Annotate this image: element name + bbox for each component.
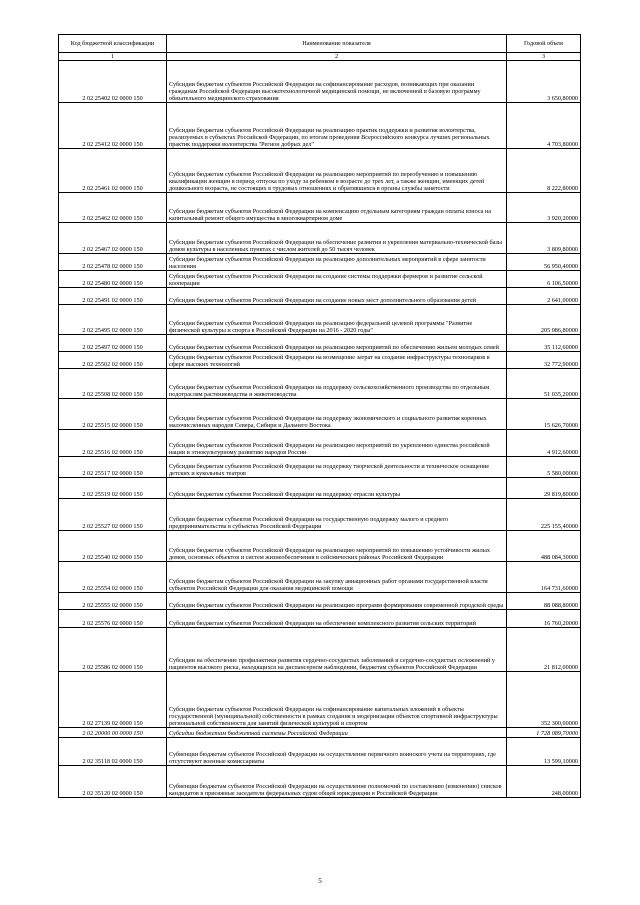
table-row (59, 369, 581, 399)
row-code: 2 02 25461 02 0000 150 (59, 149, 167, 193)
header-amount: Годовой объем (507, 35, 581, 53)
row-amount: 3 809,80000 (507, 223, 581, 254)
row-code: 2 02 25576 02 0000 150 (59, 610, 167, 628)
table-row (59, 103, 581, 149)
row-amount: 164 731,60000 (507, 562, 581, 593)
row-name: Субсидии бюджетам субъектов Российской Федерации на реализацию мероприятий по переобучению и повышению квалификации женщин в период отпуска по уходу за ребенком в возрасте до трех лет, а также женщин, имеющих детей дошкольного возраста, не состоящих в трудовых отношениях и обратившихся в органы службы занятости (167, 149, 507, 193)
row-name: Субсидии бюджетам субъектов Российской Федерации на реализацию мероприятий по повышению устойчивости жилых домов, основных объектов и систем жизнеобеспечения в сейсмических районах Российской Федерации (167, 531, 507, 562)
table-row (59, 738, 581, 766)
table-row (59, 766, 581, 798)
column-number-1: 1 (59, 53, 167, 61)
row-amount: 3 920,20000 (507, 193, 581, 223)
row-code: 2 02 25554 02 0000 150 (59, 562, 167, 593)
budget-table-body (59, 35, 581, 798)
table-row (59, 223, 581, 254)
row-amount: 225 155,40000 (507, 499, 581, 531)
row-name: Субсидии бюджетам субъектов Российской Федерации на поддержку экономического и социального развития коренных малочисленных народов Севера, Сибири и Дальнего Востока (167, 399, 507, 430)
row-name: Субсидии бюджетам субъектов Российской Федерации на поддержку сельскохозяйственного производства по отдельным подотраслям растениеводства и животноводства (167, 369, 507, 399)
row-amount: 16 760,20000 (507, 610, 581, 628)
row-amount: 29 819,80000 (507, 478, 581, 499)
table-row (59, 531, 581, 562)
row-name: Субсидии бюджетам субъектов Российской Федерации на создание системы поддержки фермеров и развитие сельской кооперации (167, 271, 507, 288)
table-row (59, 457, 581, 478)
row-amount: 88 088,80000 (507, 593, 581, 610)
row-code: 2 02 25508 02 0000 150 (59, 369, 167, 399)
row-code: 2 02 25412 02 0000 150 (59, 103, 167, 149)
row-code: 2 02 25497 02 0000 150 (59, 335, 167, 352)
page-number: 5 (318, 877, 322, 885)
row-name: Субсидии на обеспечение профилактики развития сердечно-сосудистых заболеваний и сердечно-сосудистых осложнений у пациентов высокого риска, находящихся на диспансерном наблюдении, бюджетам субъектов Российской Федерации (167, 628, 507, 672)
row-code: 2 02 25502 02 0000 150 (59, 352, 167, 369)
table-row (59, 335, 581, 352)
header-code: Код бюджетной классификации (59, 35, 167, 53)
row-amount: 51 035,20000 (507, 369, 581, 399)
row-name: Субсидии бюджетам субъектов Российской Федерации на поддержку творческой деятельности и техническое оснащение детских и кукольных театров (167, 457, 507, 478)
row-name: Субсидии бюджетам субъектов Российской Федерации на реализацию дополнительных мероприятий в сфере занятости населения (167, 254, 507, 271)
row-name: Субсидии бюджетам субъектов Российской Федерации на создание новых мест дополнительного образования детей (167, 288, 507, 305)
row-code: 2 02 25586 02 0000 150 (59, 628, 167, 672)
column-number-2: 2 (167, 53, 507, 61)
table-row (59, 352, 581, 369)
row-amount: 15 626,70000 (507, 399, 581, 430)
row-amount: 5 580,00000 (507, 457, 581, 478)
row-amount: 3 650,80000 (507, 61, 581, 103)
row-name: Субсидии бюджетам субъектов Российской Федерации на софинансирование капитальных вложений в объекты государственной (муниципальной) собственности в рамках создания и модернизации объектов спортивной инфраструктуры региональной собственности для занятий физической культурой и спортом (167, 672, 507, 728)
table-row (59, 478, 581, 499)
table-row (59, 61, 581, 103)
row-amount: 4 912,60000 (507, 430, 581, 457)
table-row (59, 288, 581, 305)
row-name: Субсидии бюджетам субъектов Российской Федерации на государственную поддержку малого и среднего предпринимательства в субъектах Российской Федерации (167, 499, 507, 531)
row-name: Субсидии бюджетам субъектов Российской Федерации на реализацию федеральной целевой программы "Развитие физической культуры и спорта в Российской Федерации на 2016 - 2020 годы" (167, 305, 507, 335)
row-amount: 1 728 089,70000 (507, 728, 581, 738)
row-amount: 352 300,00000 (507, 672, 581, 728)
row-code: 2 02 25467 02 0000 150 (59, 223, 167, 254)
table-header-row (59, 35, 581, 53)
row-code: 2 02 25517 02 0000 150 (59, 457, 167, 478)
row-amount: 248,00000 (507, 766, 581, 798)
row-name: Субсидии бюджетам субъектов Российской Федерации на реализацию практик поддержки и развития волонтерства, реализуемых в субъектах Российской Федерации, по итогам проведения Всероссийского конкурса лучших региональных практик поддержки волонтерства "Регион добрых дел" (167, 103, 507, 149)
table-row (59, 728, 581, 738)
table-row (59, 672, 581, 728)
table-row (59, 499, 581, 531)
row-code: 2 02 25480 02 0000 150 (59, 271, 167, 288)
row-code: 2 02 20000 00 0000 150 (59, 728, 167, 738)
column-number-row (59, 53, 581, 61)
row-amount: 8 222,80000 (507, 149, 581, 193)
row-amount: 35 112,60000 (507, 335, 581, 352)
table-row (59, 271, 581, 288)
table-row (59, 628, 581, 672)
row-amount: 13 599,10000 (507, 738, 581, 766)
row-amount: 56 950,40000 (507, 254, 581, 271)
row-amount: 2 641,00000 (507, 288, 581, 305)
row-name: Субвенции бюджетам субъектов Российской Федерации на осуществление первичного воинского учета на территориях, где отсутствуют военные комиссариаты (167, 738, 507, 766)
table-row (59, 610, 581, 628)
row-amount: 32 772,90000 (507, 352, 581, 369)
table-row (59, 593, 581, 610)
table-row (59, 193, 581, 223)
row-code: 2 02 25519 02 0000 150 (59, 478, 167, 499)
table-row (59, 562, 581, 593)
row-name: Субсидии бюджетам бюджетной системы Российской Федерации (167, 728, 507, 738)
row-code: 2 02 35120 02 0000 150 (59, 766, 167, 798)
row-name: Субсидии бюджетам субъектов Российской Федерации на реализацию мероприятий по обеспечению жильем молодых семей (167, 335, 507, 352)
row-amount: 4 703,80000 (507, 103, 581, 149)
row-code: 2 02 25555 02 0000 150 (59, 593, 167, 610)
row-name: Субсидии бюджетам субъектов Российской Федерации на закупку авиационных работ органами государственной власти субъектов Российской Федерации для оказания медицинской помощи (167, 562, 507, 593)
table-row (59, 430, 581, 457)
row-code: 2 02 25462 02 0000 150 (59, 193, 167, 223)
budget-table (58, 34, 581, 798)
row-code: 2 02 25515 02 0000 150 (59, 399, 167, 430)
row-code: 2 02 25540 02 0000 150 (59, 531, 167, 562)
header-name: Наименование показателя (167, 35, 507, 53)
table-row (59, 254, 581, 271)
row-name: Субсидии бюджетам субъектов Российской Федерации на компенсацию отдельным категориям граждан оплаты взноса на капитальный ремонт общего имущества в многоквартирном доме (167, 193, 507, 223)
row-code: 2 02 35118 02 0000 150 (59, 738, 167, 766)
row-code: 2 02 27139 02 0000 150 (59, 672, 167, 728)
row-name: Субсидии бюджетам субъектов Российской Федерации на реализацию программ формирования современной городской среды (167, 593, 507, 610)
row-name: Субсидии бюджетам субъектов Российской Федерации на софинансирование расходов, возникающих при оказании гражданам Российской Федерации высокотехнологичной медицинской помощи, не включенной в базовую программу обязательного медицинского страхования (167, 61, 507, 103)
row-name: Субсидии бюджетам субъектов Российской Федерации на поддержку отрасли культуры (167, 478, 507, 499)
row-name: Субсидии бюджетам субъектов Российской Федерации на возмещение затрат на создание инфраструктуры технопарков в сфере высоких технологий (167, 352, 507, 369)
row-code: 2 02 25516 02 0000 150 (59, 430, 167, 457)
row-name: Субсидии бюджетам субъектов Российской Федерации на обеспечение комплексного развития сельских территорий (167, 610, 507, 628)
column-number-3: 3 (507, 53, 581, 61)
row-code: 2 02 25491 02 0000 150 (59, 288, 167, 305)
row-amount: 205 086,80000 (507, 305, 581, 335)
row-amount: 488 084,30000 (507, 531, 581, 562)
row-code: 2 02 25495 02 0000 150 (59, 305, 167, 335)
row-name: Субвенции бюджетам субъектов Российской Федерации на осуществление полномочий по составлению (изменению) списков кандидатов в присяжные заседатели федеральных судов общей юрисдикции в Российской Федерации (167, 766, 507, 798)
table-row (59, 305, 581, 335)
row-name: Субсидии бюджетам субъектов Российской Федерации на обеспечение развития и укрепления материально-технической базы домов культуры в населенных пунктах с числом жителей до 50 тысяч человек (167, 223, 507, 254)
row-code: 2 02 25478 02 0000 150 (59, 254, 167, 271)
row-amount: 21 812,00000 (507, 628, 581, 672)
table-row (59, 399, 581, 430)
row-amount: 6 106,50000 (507, 271, 581, 288)
row-name: Субсидии бюджетам субъектов Российской Федерации на реализацию мероприятий по укреплению единства российской нации и этнокультурному развитию народов России (167, 430, 507, 457)
row-code: 2 02 25527 02 0000 150 (59, 499, 167, 531)
table-row (59, 149, 581, 193)
row-code: 2 02 25402 02 0000 150 (59, 61, 167, 103)
